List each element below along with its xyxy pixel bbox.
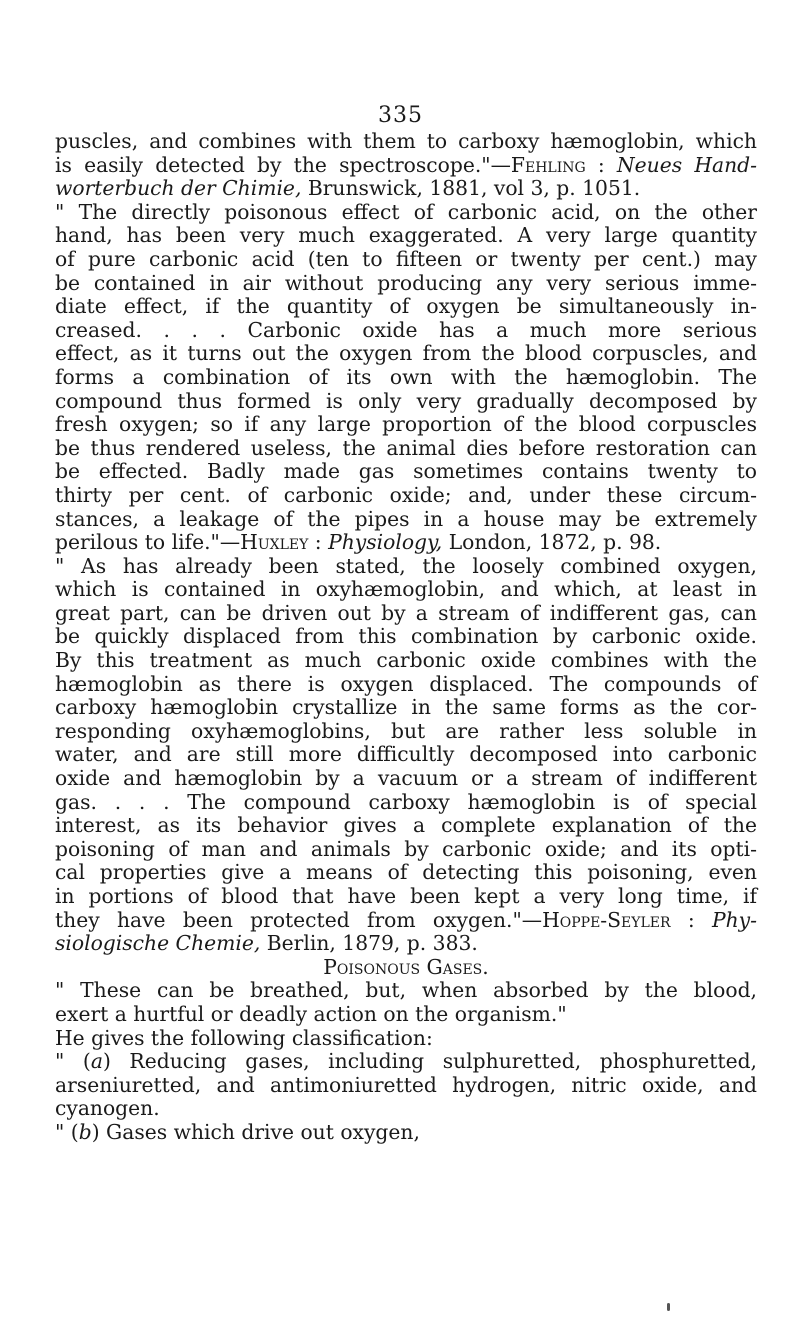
- text-line: [55, 154, 757, 178]
- line-segment: they have been protected from oxygen."—: [55, 907, 543, 932]
- line-segment: be effected. Badly made gas sometimes contains twenty to: [55, 459, 757, 484]
- text-line: [55, 531, 757, 555]
- line-segment: interest, as its behavior gives a complete explanation of the: [55, 813, 757, 838]
- text-line: [55, 861, 757, 885]
- line-segment: stances, a leakage of the pipes in a house may be extremely: [55, 506, 757, 531]
- text-line: [55, 319, 757, 343]
- line-segment: gas. . . . The compound carboxy hæmoglobin is of special: [55, 789, 757, 814]
- text-line: [55, 460, 757, 484]
- text-line: [55, 366, 757, 390]
- line-segment: hæmoglobin as there is oxygen displaced. The compounds of: [55, 671, 757, 696]
- line-segment: puscles, and combines with them to carboxy hæmoglobin, which: [55, 129, 757, 153]
- text-line: [55, 743, 757, 767]
- line-segment: perilous to life."—: [55, 530, 241, 555]
- line-segment: ) Reducing gases, including sulphuretted, phosphuretted,: [102, 1049, 757, 1074]
- line-segment: Brunswick, 1881, vol 3, p. 1051.: [301, 176, 641, 201]
- line-segment: cal properties give a means of detecting this poisoning, even: [55, 860, 757, 885]
- text-line: [55, 909, 757, 933]
- line-segment: Poisonous Gases.: [323, 954, 489, 979]
- text-line: [55, 390, 757, 414]
- text-line: [55, 248, 757, 272]
- line-segment: :: [670, 907, 712, 932]
- line-segment: of pure carbonic acid (ten to fifteen or twenty per cent.) may: [55, 246, 757, 271]
- line-segment: " As has already been stated, the loosely combined oxygen,: [55, 553, 757, 578]
- text-line: [55, 1097, 757, 1121]
- line-segment: Phy-: [711, 907, 757, 932]
- text-line: [55, 625, 757, 649]
- text-line: [55, 885, 757, 909]
- stray-ink-mark: [667, 1303, 670, 1311]
- text-line: [55, 295, 757, 319]
- line-segment: fresh oxygen; so if any large proportion of the blood corpuscles: [55, 412, 757, 437]
- line-segment: Physiology,: [328, 530, 443, 555]
- line-segment: " (: [55, 1119, 79, 1144]
- line-segment: London, 1872, p. 98.: [442, 530, 662, 555]
- text-line: [55, 767, 757, 791]
- line-segment: :: [308, 530, 329, 555]
- line-segment: Berlin, 1879, p. 383.: [260, 931, 478, 956]
- line-segment: be thus rendered useless, the animal dies before restoration can: [55, 435, 757, 460]
- text-line: [55, 1074, 757, 1098]
- text-line: [55, 508, 757, 532]
- text-line: [55, 673, 757, 697]
- text-line: [55, 649, 757, 673]
- text-line: [55, 720, 757, 744]
- line-segment: By this treatment as much carbonic oxide combines with the: [55, 648, 757, 673]
- line-segment: cyanogen.: [55, 1096, 160, 1121]
- line-segment: worterbuch der Chimie,: [55, 176, 302, 201]
- line-segment: thirty per cent. of carbonic oxide; and, under these circum-: [55, 482, 757, 507]
- line-segment: great part, can be driven out by a stream of indifferent gas, can: [55, 600, 757, 625]
- line-segment: oxide and hæmoglobin by a vacuum or a stream of indifferent: [55, 766, 757, 791]
- line-segment: Neues Hand-: [616, 152, 757, 177]
- text-line: [55, 696, 757, 720]
- line-segment: responding oxyhæmoglobins, but are rather less soluble in: [55, 718, 757, 743]
- line-segment: diate effect, if the quantity of oxygen be simultaneously in-: [55, 294, 757, 319]
- text-line: [55, 130, 757, 154]
- line-segment: " These can be breathed, but, when absorbed by the blood,: [55, 978, 757, 1003]
- body-text: [55, 130, 757, 1145]
- text-line: [55, 814, 757, 838]
- text-line: [55, 177, 757, 201]
- text-line: [55, 932, 757, 956]
- text-line: [55, 484, 757, 508]
- line-segment: arseniuretted, and antimoniuretted hydrogen, nitric oxide, and: [55, 1072, 757, 1097]
- line-segment: Hoppe-Seyler: [542, 907, 671, 932]
- text-line: [55, 555, 757, 579]
- line-segment: water, and are still more difficultly decomposed into carbonic: [55, 742, 757, 767]
- text-line: [55, 413, 757, 437]
- text-line: [55, 272, 757, 296]
- text-line: [55, 1003, 757, 1027]
- line-segment: Huxley: [240, 530, 309, 555]
- text-line: [55, 1121, 757, 1145]
- text-line: [55, 437, 757, 461]
- line-segment: be quickly displaced from this combination by carbonic oxide.: [55, 624, 757, 649]
- line-segment: which is contained in oxyhæmoglobin, and which, at least in: [55, 577, 757, 602]
- line-segment: be contained in air without producing any very serious imme-: [55, 270, 757, 295]
- line-segment: is easily detected by the spectroscope."—: [55, 152, 511, 177]
- line-segment: effect, as it turns out the oxygen from the blood corpuscles, and: [55, 341, 757, 366]
- line-segment: " (: [55, 1049, 91, 1074]
- text-line: [55, 342, 757, 366]
- line-segment: He gives the following classification:: [55, 1025, 433, 1050]
- line-segment: creased. . . . Carbonic oxide has a much more serious: [55, 317, 757, 342]
- text-line: [55, 578, 757, 602]
- text-line: [55, 791, 757, 815]
- text-line: [55, 1050, 757, 1074]
- page-number: 335: [378, 103, 423, 128]
- text-line: [55, 224, 757, 248]
- text-line: [55, 979, 757, 1003]
- line-segment: carboxy hæmoglobin crystallize in the same forms as the cor-: [55, 695, 757, 720]
- text-line: [55, 201, 757, 225]
- line-segment: b: [78, 1119, 92, 1144]
- line-segment: forms a combination of its own with the hæmoglobin. The: [55, 364, 757, 389]
- line-segment: compound thus formed is only very gradually decomposed by: [55, 388, 757, 413]
- line-segment: poisoning of man and animals by carbonic oxide; and its opti-: [55, 836, 757, 861]
- line-segment: :: [585, 152, 617, 177]
- line-segment: exert a hurtful or deadly action on the organism.": [55, 1001, 567, 1026]
- line-segment: a: [90, 1049, 103, 1074]
- line-segment: hand, has been very much exaggerated. A very large quantity: [55, 223, 757, 248]
- line-segment: in portions of blood that have been kept a very long time, if: [55, 884, 757, 908]
- text-line: [55, 1027, 757, 1051]
- text-line: [55, 838, 757, 862]
- line-segment: " The directly poisonous effect of carbonic acid, on the other: [55, 199, 757, 224]
- line-segment: ) Gases which drive out oxygen,: [91, 1119, 420, 1144]
- line-segment: siologische Chemie,: [55, 931, 261, 956]
- line-segment: Fehling: [510, 152, 586, 177]
- text-line: [55, 602, 757, 626]
- text-line: [55, 956, 757, 980]
